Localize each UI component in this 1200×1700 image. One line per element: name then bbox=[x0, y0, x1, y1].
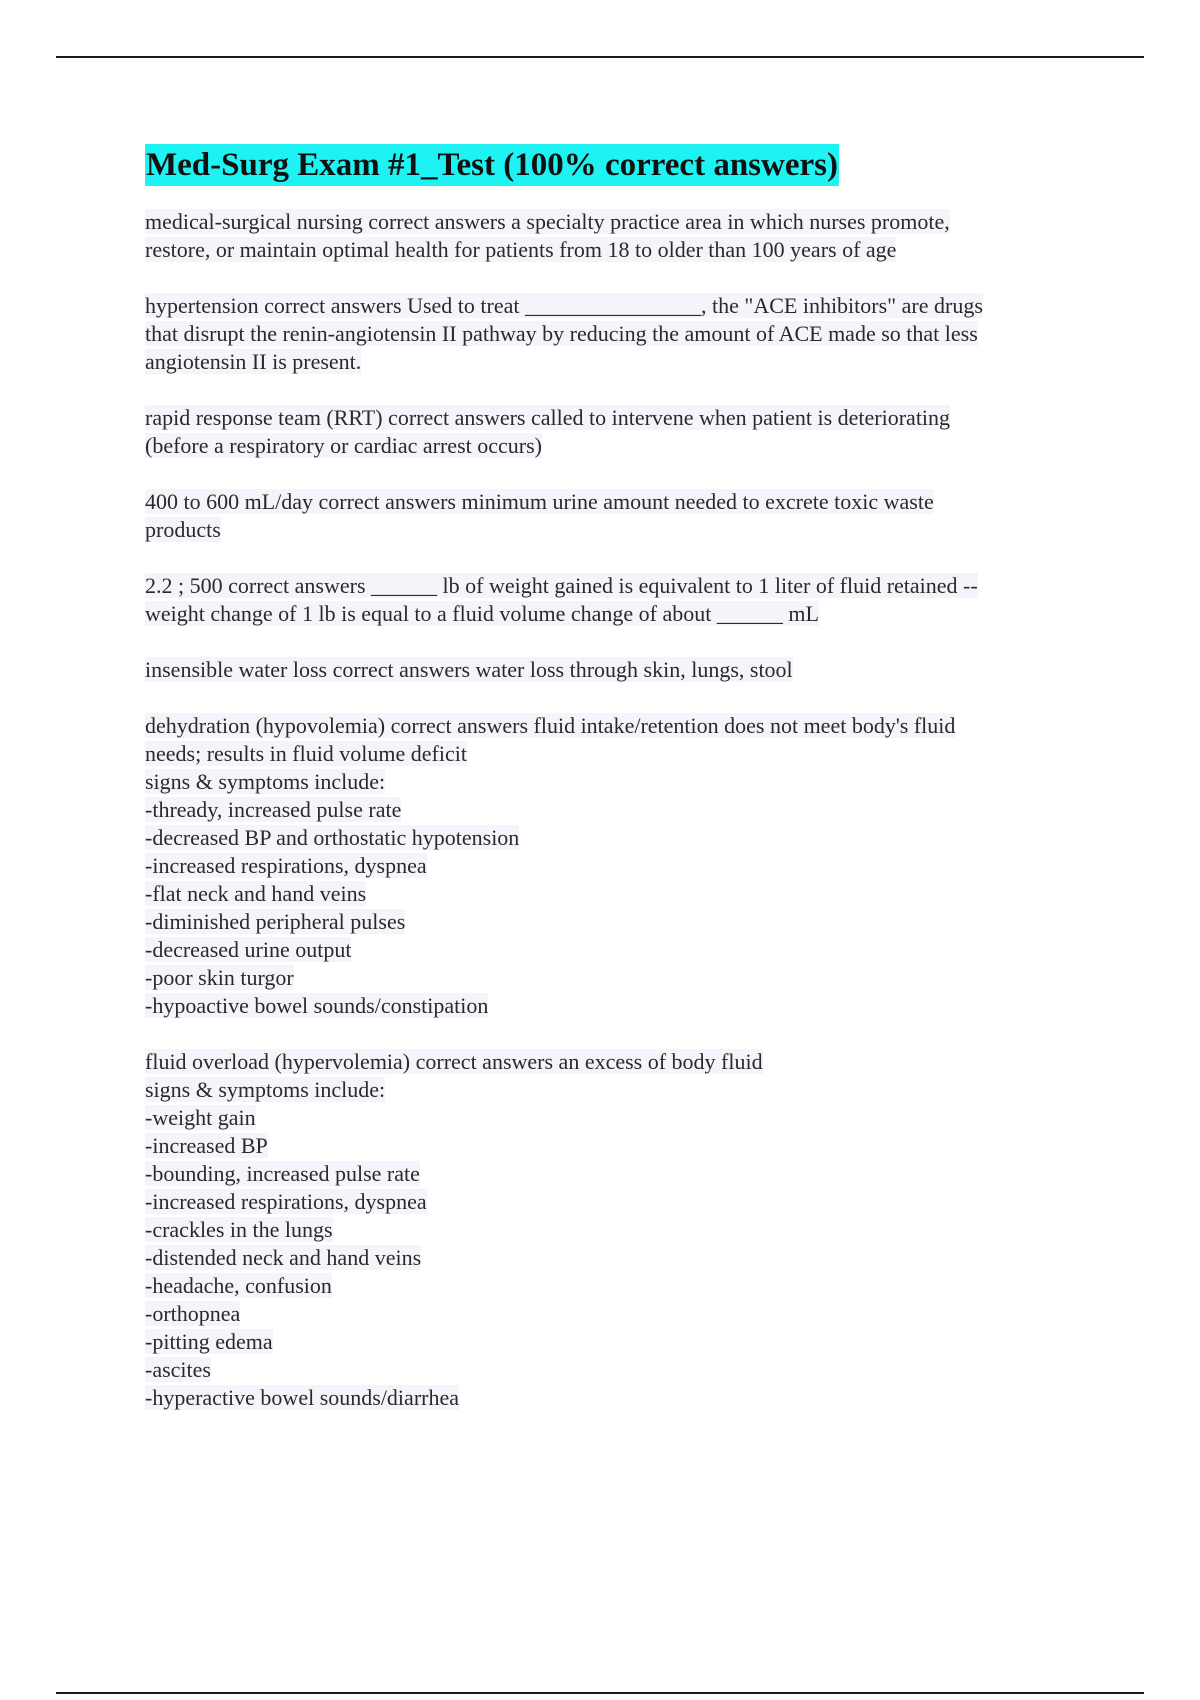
flashcard bbox=[145, 1048, 1085, 1412]
flashcard-list bbox=[145, 208, 1085, 1412]
card-text-line: that disrupt the renin-angiotensin II pathway by reducing the amount of ACE made so that less bbox=[145, 321, 978, 346]
card-text-line: -orthopnea bbox=[145, 1301, 241, 1326]
card-text-line: -increased BP bbox=[145, 1133, 268, 1158]
card-text-line: -hyperactive bowel sounds/diarrhea bbox=[145, 1385, 459, 1410]
bottom-rule bbox=[56, 1692, 1144, 1694]
card-text-line: -pitting edema bbox=[145, 1329, 273, 1354]
card-text-line: signs & symptoms include: bbox=[145, 1077, 386, 1102]
card-text-line: 2.2 ; 500 correct answers ______ lb of weight gained is equivalent to 1 liter of fluid retained -- bbox=[145, 573, 978, 598]
card-text-line: dehydration (hypovolemia) correct answers fluid intake/retention does not meet body's fluid bbox=[145, 713, 956, 738]
card-text-line: insensible water loss correct answers water loss through skin, lungs, stool bbox=[145, 657, 793, 682]
card-text-line: angiotensin II is present. bbox=[145, 349, 362, 374]
flashcard bbox=[145, 712, 1085, 1020]
card-text-line: needs; results in fluid volume deficit bbox=[145, 741, 467, 766]
flashcard bbox=[145, 208, 1085, 264]
card-text-line: -decreased urine output bbox=[145, 937, 352, 962]
card-text-line: restore, or maintain optimal health for patients from 18 to older than 100 years of age bbox=[145, 237, 897, 262]
card-text-line: -increased respirations, dyspnea bbox=[145, 1189, 427, 1214]
card-text-line: -distended neck and hand veins bbox=[145, 1245, 422, 1270]
card-text-line: -diminished peripheral pulses bbox=[145, 909, 406, 934]
card-text-line: (before a respiratory or cardiac arrest occurs) bbox=[145, 433, 542, 458]
card-text-line: -headache, confusion bbox=[145, 1273, 332, 1298]
document-title: Med-Surg Exam #1_Test (100% correct answers) bbox=[145, 144, 839, 186]
card-text-line: -hypoactive bowel sounds/constipation bbox=[145, 993, 489, 1018]
flashcard bbox=[145, 488, 1085, 544]
flashcard bbox=[145, 404, 1085, 460]
flashcard bbox=[145, 292, 1085, 376]
card-text-line: -weight gain bbox=[145, 1105, 256, 1130]
card-text-line: -crackles in the lungs bbox=[145, 1217, 333, 1242]
card-text-line: signs & symptoms include: bbox=[145, 769, 386, 794]
card-text-line: -ascites bbox=[145, 1357, 211, 1382]
document-body bbox=[145, 144, 1085, 1440]
card-text-line: -decreased BP and orthostatic hypotension bbox=[145, 825, 520, 850]
card-text-line: -flat neck and hand veins bbox=[145, 881, 367, 906]
card-text-line: -thready, increased pulse rate bbox=[145, 797, 402, 822]
card-text-line: hypertension correct answers Used to treat ________________, the "ACE inhibitors" are drugs bbox=[145, 293, 983, 318]
card-text-line: products bbox=[145, 517, 221, 542]
card-text-line: rapid response team (RRT) correct answers called to intervene when patient is deteriorating bbox=[145, 405, 951, 430]
top-rule bbox=[56, 56, 1144, 58]
card-text-line: 400 to 600 mL/day correct answers minimum urine amount needed to excrete toxic waste bbox=[145, 489, 934, 514]
card-text-line: medical-surgical nursing correct answers a specialty practice area in which nurses promote, bbox=[145, 209, 950, 234]
card-text-line: -poor skin turgor bbox=[145, 965, 294, 990]
flashcard bbox=[145, 572, 1085, 628]
card-text-line: -bounding, increased pulse rate bbox=[145, 1161, 420, 1186]
card-text-line: -increased respirations, dyspnea bbox=[145, 853, 427, 878]
card-text-line: weight change of 1 lb is equal to a fluid volume change of about ______ mL bbox=[145, 601, 819, 626]
card-text-line: fluid overload (hypervolemia) correct answers an excess of body fluid bbox=[145, 1049, 763, 1074]
flashcard bbox=[145, 656, 1085, 684]
